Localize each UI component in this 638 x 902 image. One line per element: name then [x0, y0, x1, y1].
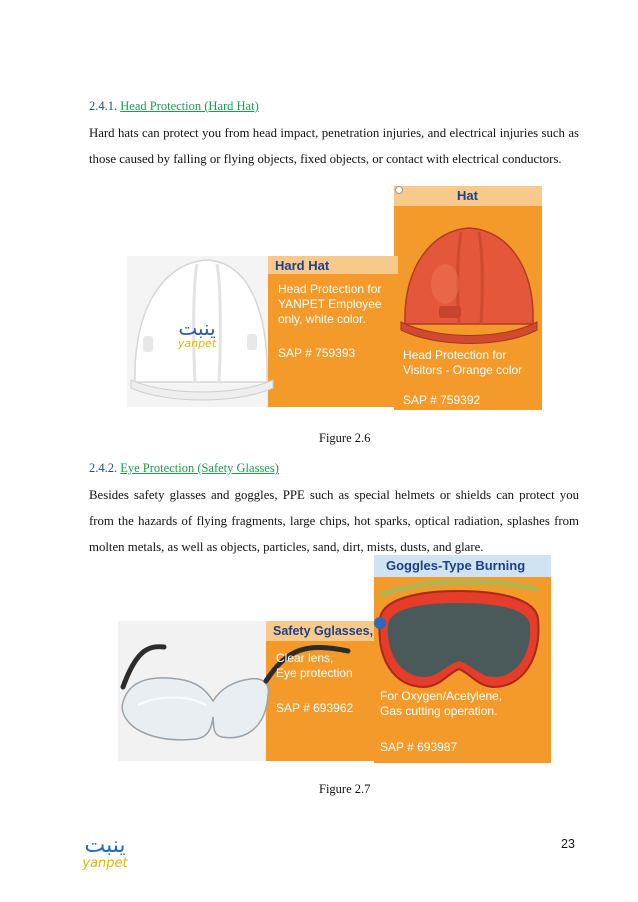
- figure-2-7-caption: Figure 2.7: [319, 782, 371, 796]
- section-heading-eye-protection: [89, 461, 279, 476]
- figure-eye-protection: [118, 555, 551, 763]
- hard-hat-desc-line: YANPET Employee: [278, 297, 382, 311]
- eye-protection-paragraph: Besides safety glasses and goggles, PPE such as special helmets or shields can protect you from the hazards of flying fragments, large chips, hot sparks, optical radiation, splashes from molten metals, as well as objects, particles, sand, dirt, mists, dusts, and glare.: [89, 488, 579, 554]
- glasses-desc-line: Eye protection: [276, 666, 353, 680]
- section-number: 2.4.2.: [89, 461, 118, 475]
- hat-desc-line: Head Protection for: [403, 348, 507, 362]
- page-number: 23: [561, 837, 575, 851]
- footer-logo-arabic: ينبت: [84, 833, 126, 858]
- glasses-label-panel: [266, 621, 376, 761]
- hard-hat-title: Hard Hat: [275, 258, 330, 273]
- section-number: 2.4.1.: [89, 99, 118, 113]
- goggles-sap-number: SAP # 693987: [380, 740, 458, 754]
- goggles-desc-line: For Oxygen/Acetylene,: [380, 689, 503, 703]
- helmet-logo-arabic: ينبت: [178, 316, 216, 340]
- hat-description: [403, 348, 541, 378]
- goggles-desc-line: Gas cutting operation.: [380, 704, 498, 718]
- footer-yanpet-logo: [74, 835, 136, 871]
- footer-logo-latin: yanpet: [82, 856, 128, 871]
- helmet-logo-latin: yanpet: [177, 337, 217, 350]
- goggles-description: [380, 689, 550, 719]
- goggles-title: Goggles-Type Burning: [386, 558, 526, 573]
- hard-hat-description: [278, 282, 396, 327]
- section-title-link[interactable]: Eye Protection (Safety Glasses): [120, 461, 279, 475]
- glasses-desc-line: Clear lens,: [276, 651, 334, 665]
- hat-sap-number: SAP # 759392: [403, 393, 481, 407]
- hat-desc-line: Visitors - Orange color: [403, 363, 523, 377]
- figure-2-6-caption: Figure 2.6: [319, 431, 371, 445]
- hat-title: Hat: [457, 188, 478, 203]
- helmet-yanpet-logo: [157, 318, 237, 350]
- safety-glasses-description: [276, 651, 376, 681]
- hard-hat-desc-line: only, white color.: [278, 312, 366, 326]
- figure-hard-hats: [127, 184, 542, 410]
- section-title-link[interactable]: Head Protection (Hard Hat): [120, 99, 259, 113]
- hard-hat-label-panel: [268, 256, 398, 407]
- head-protection-paragraph: Hard hats can protect you from head impact, penetration injuries, and electrical injuries such as those caused by falling or flying objects, fixed objects, or contact with electrical conductors.: [89, 126, 579, 166]
- photo-pin: [396, 187, 403, 194]
- safety-glasses-sap-number: SAP # 693962: [276, 701, 354, 715]
- section-heading-head-protection: [89, 99, 259, 114]
- safety-glasses-title: Safety Gglasses,: [273, 624, 374, 638]
- hard-hat-desc-line: Head Protection for: [278, 282, 382, 296]
- hard-hat-sap-number: SAP # 759393: [278, 346, 356, 360]
